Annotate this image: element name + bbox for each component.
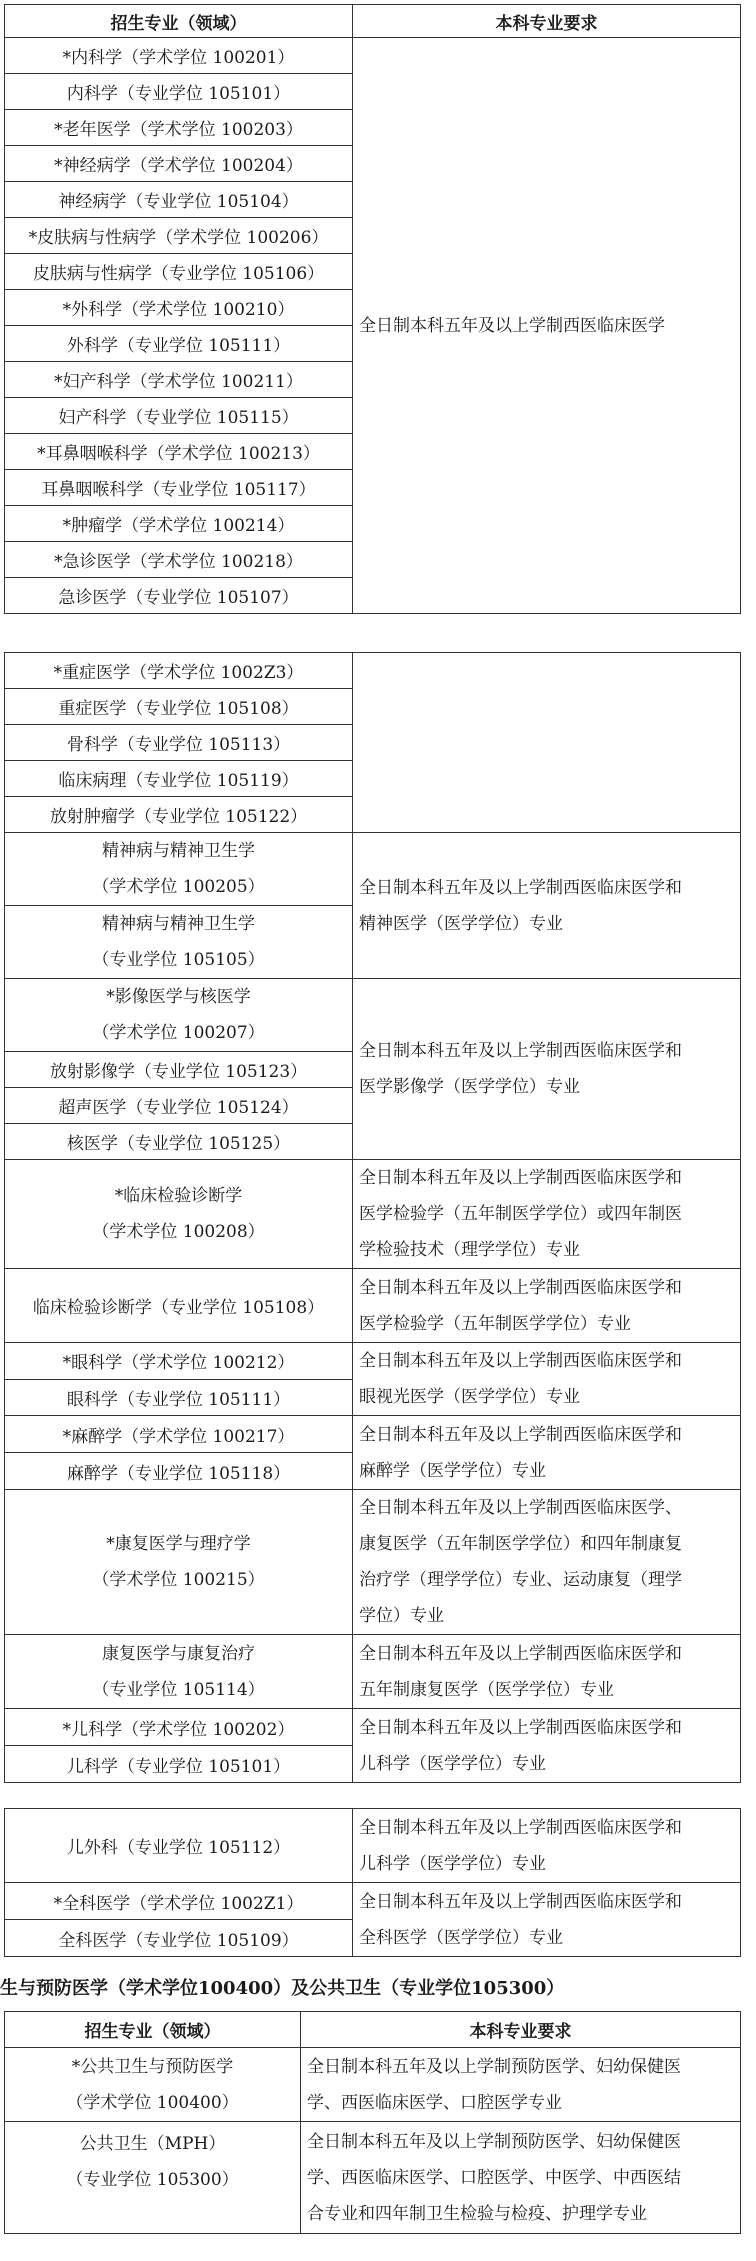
req-line: 五年制康复医学（医学学位）专业 bbox=[359, 1679, 614, 1700]
req-line: 全日制本科五年及以上学制西医临床医学和 bbox=[359, 1277, 682, 1298]
req-line: 全日制本科五年及以上学制西医临床医学和 bbox=[359, 1351, 682, 1371]
table-row: *儿科学（学术学位 100202） bbox=[5, 1709, 353, 1746]
table-row: 耳鼻咽喉科学（专业学位 105117） bbox=[5, 470, 353, 506]
req-line: 治疗学（理学学位）专业、运动康复（理学 bbox=[359, 1570, 682, 1590]
req-line: 学位）专业 bbox=[359, 1606, 444, 1626]
requirement-cell bbox=[353, 1269, 741, 1343]
row-line: *康复医学与理疗学 bbox=[106, 1534, 251, 1554]
row-line: 康复医学与康复治疗 bbox=[102, 1643, 255, 1664]
row-line: （专业学位 105300） bbox=[66, 2170, 239, 2190]
header-requirement: 本科专业要求 bbox=[301, 2012, 741, 2048]
table-row: 麻醉学（专业学位 105118） bbox=[5, 1453, 353, 1490]
table-row bbox=[5, 906, 353, 979]
req-line: 康复医学（五年制医学学位）和四年制康复 bbox=[359, 1534, 682, 1554]
section-heading: 生与预防医学（学术学位100400）及公共卫生（专业学位105300） bbox=[0, 1978, 565, 1999]
table-row: *耳鼻咽喉科学（学术学位 100213） bbox=[5, 434, 353, 470]
table-row: 儿科学（专业学位 105101） bbox=[5, 1746, 353, 1783]
table-row bbox=[5, 979, 353, 1052]
req-line: 全日制本科五年及以上学制预防医学、妇幼保健医 bbox=[307, 2131, 681, 2152]
req-line: 全日制本科五年及以上学制西医临床医学和 bbox=[359, 1817, 682, 1838]
row-line: 公共卫生（MPH） bbox=[79, 2134, 226, 2154]
table-row: 儿外科（专业学位 105112） bbox=[5, 1809, 353, 1883]
req-line: 医学检验学（五年制医学学位）专业 bbox=[359, 1313, 631, 1334]
table-row: 眼科学（专业学位 105111） bbox=[5, 1379, 353, 1416]
requirement-cell bbox=[353, 1883, 741, 1957]
table-row: 全科医学（专业学位 105109） bbox=[5, 1920, 353, 1957]
table-row: *神经病学（学术学位 100204） bbox=[5, 146, 353, 182]
table-row: *全科医学（学术学位 1002Z1） bbox=[5, 1883, 353, 1920]
table-row: *老年医学（学术学位 100203） bbox=[5, 110, 353, 146]
requirement-cell bbox=[353, 1343, 741, 1416]
req-line: 眼视光医学（医学学位）专业 bbox=[359, 1387, 580, 1407]
table-row: 外科学（专业学位 105111） bbox=[5, 326, 353, 362]
req-line: 儿科学（医学学位）专业 bbox=[359, 1753, 546, 1774]
table-row: 神经病学（专业学位 105104） bbox=[5, 182, 353, 218]
requirement-cell-empty bbox=[353, 653, 741, 833]
req-line: 全日制本科五年及以上学制西医临床医学和 bbox=[359, 1891, 682, 1912]
table-row: 超声医学（专业学位 105124） bbox=[5, 1088, 353, 1124]
table-row: *眼科学（学术学位 100212） bbox=[5, 1343, 353, 1380]
row-line: （专业学位 105105） bbox=[92, 950, 265, 970]
table-row bbox=[5, 2048, 301, 2122]
header-major: 招生专业（领域） bbox=[5, 2012, 301, 2048]
table-row: *重症医学（学术学位 1002Z3） bbox=[5, 653, 353, 689]
requirement-cell bbox=[301, 2048, 741, 2122]
requirement-cell bbox=[353, 979, 741, 1160]
requirement-cell bbox=[353, 1809, 741, 1883]
table-row bbox=[5, 2122, 301, 2234]
row-line: 精神病与精神卫生学 bbox=[102, 914, 255, 934]
table-clinical-2 bbox=[4, 652, 741, 1783]
table-row bbox=[5, 1635, 353, 1709]
row-line: *影像医学与核医学 bbox=[106, 987, 251, 1007]
table-row: 妇产科学（专业学位 105115） bbox=[5, 398, 353, 434]
table-row: *内科学（学术学位 100201） bbox=[5, 38, 353, 74]
row-line: （学术学位 100207） bbox=[92, 1023, 265, 1043]
req-line: 麻醉学（医学学位）专业 bbox=[359, 1460, 546, 1481]
req-line: 学、西医临床医学、口腔医学、中医学、中西医结 bbox=[307, 2167, 681, 2188]
req-line: 学检验技术（理学学位）专业 bbox=[359, 1240, 580, 1260]
table-row: *外科学（学术学位 100210） bbox=[5, 290, 353, 326]
table-row bbox=[5, 1490, 353, 1635]
table-clinical-3 bbox=[4, 1808, 741, 1957]
table-row: 放射肿瘤学（专业学位 105122） bbox=[5, 797, 353, 833]
table-row: 骨科学（专业学位 105113） bbox=[5, 725, 353, 761]
table-row: 临床检验诊断学（专业学位 105108） bbox=[5, 1269, 353, 1343]
req-line: 全日制本科五年及以上学制西医临床医学和 bbox=[359, 1424, 682, 1445]
table-row: 临床病理（专业学位 105119） bbox=[5, 761, 353, 797]
header-major: 招生专业（领域） bbox=[5, 5, 353, 38]
req-line: 医学检验学（五年制医学学位）或四年制医 bbox=[359, 1204, 682, 1224]
table-row bbox=[5, 1160, 353, 1269]
requirement-cell: 全日制本科五年及以上学制西医临床医学 bbox=[353, 38, 741, 614]
req-line: 合专业和四年制卫生检验与检疫、护理学专业 bbox=[307, 2203, 647, 2224]
req-line: 全日制本科五年及以上学制西医临床医学和 bbox=[359, 1041, 682, 1061]
requirement-cell bbox=[353, 1416, 741, 1490]
table-row: *急诊医学（学术学位 100218） bbox=[5, 542, 353, 578]
header-requirement: 本科专业要求 bbox=[353, 5, 741, 38]
row-line: *临床检验诊断学 bbox=[114, 1186, 243, 1206]
requirement-cell bbox=[301, 2122, 741, 2234]
req-line: 全日制本科五年及以上学制西医临床医学、 bbox=[359, 1498, 682, 1518]
row-line: （专业学位 105114） bbox=[92, 1679, 265, 1700]
row-line: （学术学位 100400） bbox=[66, 2092, 239, 2113]
row-line: （学术学位 100215） bbox=[92, 1570, 265, 1590]
table-row: 重症医学（专业学位 105108） bbox=[5, 689, 353, 725]
row-line: （学术学位 100205） bbox=[92, 877, 265, 897]
row-line: （学术学位 100208） bbox=[92, 1222, 265, 1242]
table-row: 放射影像学（专业学位 105123） bbox=[5, 1052, 353, 1088]
req-line: 医学影像学（医学学位）专业 bbox=[359, 1077, 580, 1097]
table-row: 急诊医学（专业学位 105107） bbox=[5, 578, 353, 614]
row-line: 精神病与精神卫生学 bbox=[102, 841, 255, 861]
table-row: *妇产科学（学术学位 100211） bbox=[5, 362, 353, 398]
req-line: 全日制本科五年及以上学制西医临床医学和 bbox=[359, 877, 682, 898]
table-row bbox=[5, 833, 353, 906]
req-line: 儿科学（医学学位）专业 bbox=[359, 1853, 546, 1874]
table-row: 内科学（专业学位 105101） bbox=[5, 74, 353, 110]
table-row: *皮肤病与性病学（学术学位 100206） bbox=[5, 218, 353, 254]
requirement-cell bbox=[353, 1635, 741, 1709]
req-line: 学、西医临床医学、口腔医学专业 bbox=[307, 2092, 562, 2113]
table-row: 皮肤病与性病学（专业学位 105106） bbox=[5, 254, 353, 290]
req-line: 全科医学（医学学位）专业 bbox=[359, 1927, 563, 1948]
req-line: 全日制本科五年及以上学制西医临床医学和 bbox=[359, 1717, 682, 1738]
table-public-health bbox=[4, 2011, 741, 2234]
requirement-cell bbox=[353, 833, 741, 979]
table-row: 核医学（专业学位 105125） bbox=[5, 1124, 353, 1160]
req-line: 全日制本科五年及以上学制预防医学、妇幼保健医 bbox=[307, 2056, 681, 2077]
req-line: 全日制本科五年及以上学制西医临床医学和 bbox=[359, 1643, 682, 1664]
requirement-cell bbox=[353, 1160, 741, 1269]
table-row: *麻醉学（学术学位 100217） bbox=[5, 1416, 353, 1453]
table-row: *肿瘤学（学术学位 100214） bbox=[5, 506, 353, 542]
requirement-cell bbox=[353, 1709, 741, 1783]
requirement-cell bbox=[353, 1490, 741, 1635]
req-line: 精神医学（医学学位）专业 bbox=[359, 913, 563, 934]
row-line: *公共卫生与预防医学 bbox=[71, 2056, 234, 2077]
req-line: 全日制本科五年及以上学制西医临床医学和 bbox=[359, 1168, 682, 1188]
table-clinical-1 bbox=[4, 4, 741, 614]
